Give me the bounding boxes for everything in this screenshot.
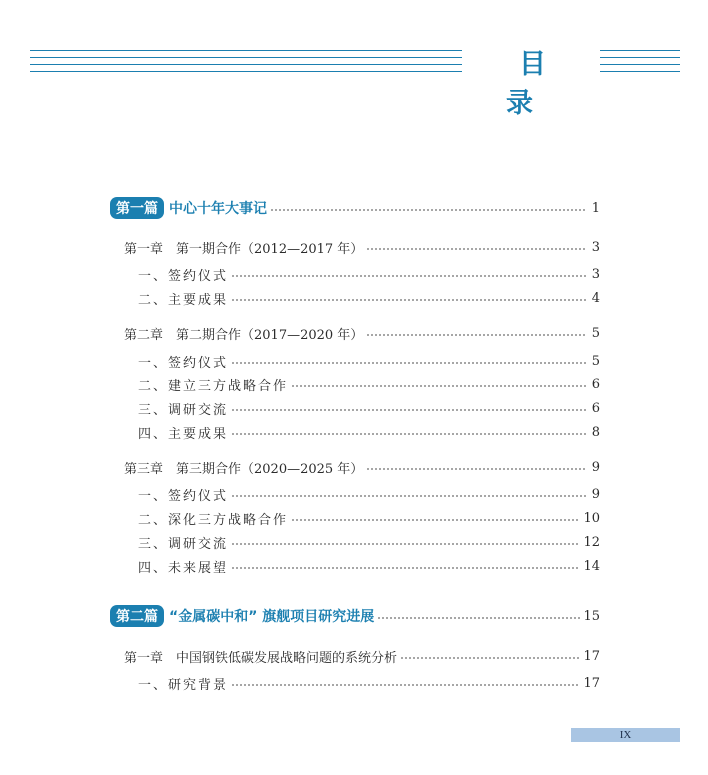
section-label: 三、调研交流 [138,402,229,418]
leader-dots [291,385,587,387]
part-badge: 第二篇 [110,605,164,627]
section-label: 二、深化三方战略合作 [138,512,289,528]
page-ref: 17 [583,648,600,664]
page-ref: 5 [591,353,600,369]
leader-dots [366,248,587,250]
page-ref: 3 [591,239,600,255]
page-ref: 9 [591,486,600,502]
page-number: IX [571,728,680,742]
section-label: 二、主要成果 [138,292,229,308]
toc-section[interactable] [138,422,600,442]
page-ref: 15 [583,608,600,624]
leader-dots [231,684,580,686]
page-ref: 14 [583,558,600,574]
toc-chapter[interactable] [124,323,600,343]
toc-section[interactable] [138,288,600,308]
page-ref: 6 [591,376,600,392]
page-ref: 10 [583,510,600,526]
toc-part-1[interactable] [110,198,600,218]
header-rule-right [600,50,680,74]
leader-dots [231,299,587,301]
part-badge: 第一篇 [110,197,164,219]
page-ref: 8 [591,424,600,440]
page-ref: 12 [583,534,600,550]
part-title: “金属碳中和” 旗舰项目研究进展 [169,609,375,625]
page-title: 目 录 [506,49,572,119]
leader-dots [231,495,587,497]
toc-part-2[interactable] [110,606,600,626]
toc-section[interactable] [138,673,600,693]
leader-dots [270,209,587,211]
toc-section[interactable] [138,508,600,528]
section-label: 二、建立三方战略合作 [138,378,289,394]
section-label: 四、未来展望 [138,560,229,576]
toc-section[interactable] [138,351,600,371]
leader-dots [231,543,580,545]
toc-section[interactable] [138,532,600,552]
section-label: 三、调研交流 [138,536,229,552]
leader-dots [377,617,580,619]
toc-section[interactable] [138,398,600,418]
page-ref: 5 [591,325,600,341]
chapter-label: 第三章 第三期合作（2020—2025 年） [124,461,364,477]
leader-dots [291,519,580,521]
leader-dots [231,409,587,411]
toc-section[interactable] [138,264,600,284]
leader-dots [366,468,587,470]
page-ref: 9 [591,459,600,475]
leader-dots [231,275,587,277]
page-ref: 17 [583,675,600,691]
toc-section[interactable] [138,556,600,576]
toc-chapter[interactable] [124,646,600,666]
chapter-label: 第一章 中国钢铁低碳发展战略问题的系统分析 [124,650,398,666]
section-label: 一、签约仪式 [138,355,229,371]
leader-dots [231,433,587,435]
leader-dots [231,567,580,569]
leader-dots [231,362,587,364]
toc-chapter[interactable] [124,457,600,477]
section-label: 一、研究背景 [138,677,229,693]
toc-section[interactable] [138,374,600,394]
chapter-label: 第一章 第一期合作（2012—2017 年） [124,241,364,257]
toc-chapter[interactable] [124,237,600,257]
page-ref: 1 [591,200,600,216]
page-ref: 4 [591,290,600,306]
section-label: 一、签约仪式 [138,488,229,504]
section-label: 四、主要成果 [138,426,229,442]
chapter-label: 第二章 第二期合作（2017—2020 年） [124,327,364,343]
header-rule-left [30,50,462,74]
leader-dots [366,334,587,336]
leader-dots [400,657,580,659]
toc-section[interactable] [138,484,600,504]
page-ref: 6 [591,400,600,416]
page-ref: 3 [591,266,600,282]
part-title: 中心十年大事记 [169,201,267,217]
section-label: 一、签约仪式 [138,268,229,284]
